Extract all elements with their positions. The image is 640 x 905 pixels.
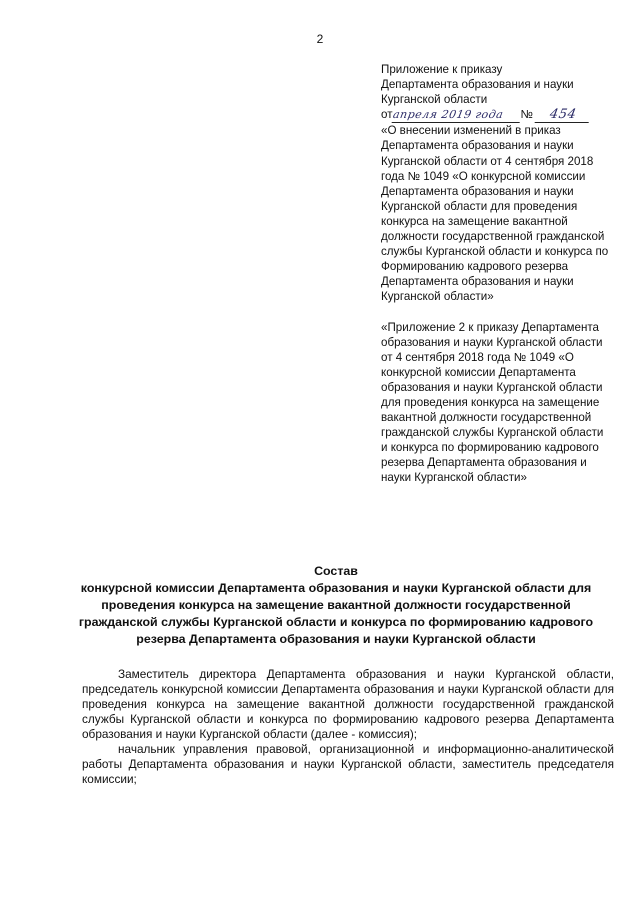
member-paragraph-deputy: начальник управления правовой, организационной и информационно-аналитической работы Департамента образования и науки Курганской области, заместитель председателя комиссии; — [82, 742, 614, 786]
appendix-line-2: Департамента образования и науки — [381, 78, 574, 92]
composition-title-block — [62, 563, 610, 648]
order-date-number-line — [381, 107, 611, 123]
appendix-line-1: Приложение к приказу — [381, 63, 503, 76]
composition-heading: Состав — [314, 564, 358, 578]
handwritten-date: апреля 2019 года — [391, 107, 522, 123]
number-sign: № — [520, 108, 533, 122]
from-prefix: от — [381, 108, 393, 122]
spacer — [381, 305, 611, 320]
appendix-block — [381, 62, 611, 486]
member-paragraph-chairman: Заместитель директора Департамента образования и науки Курганской области, председатель конкурсной комиссии Департамента образования и науки Курганской области для проведения конкурса на замещение вакантной должности государственной гражданской службы Курганской области и конкурса по формированию кадрового резерва Департамента образования и науки Курганской области (далее - комиссия); — [82, 667, 614, 741]
appendix-2-text: «Приложение 2 к приказу Департамента образования и науки Курганской области от 4 сентября 2018 года № 1049 «О конкурсной комиссии Департамента образования и науки Курганской области для проведения конкурса на замещение вакантной должности государственной гражданской службы Курганской области и конкурса по формированию кадрового резерва Департамента образования и науки Курганской области» — [381, 320, 604, 485]
amendment-text: «О внесении изменений в приказ Департамента образования и науки Курганской области от 4 сентября 2018 года № 1049 «О конкурсной комиссии Департамента образования и науки Курганской области для проведения конкурса на замещение вакантной должности государственной гражданской службы Курганской области и конкурса по Формированию кадрового резерва Департамента образования и науки Курганской области» — [381, 124, 609, 304]
page-number: 2 — [316, 32, 324, 46]
composition-subtitle: конкурсной комиссии Департамента образования и науки Курганской области для проведения конкурса на замещение вакантной должности государственной гражданской службы Курганской области и конкурса по формированию кадрового резерва Департамента образования и науки Курганской области — [78, 581, 594, 646]
handwritten-order-number: 454 — [535, 107, 592, 123]
commission-members — [82, 667, 614, 787]
appendix-line-3: Курганской области — [381, 93, 488, 107]
